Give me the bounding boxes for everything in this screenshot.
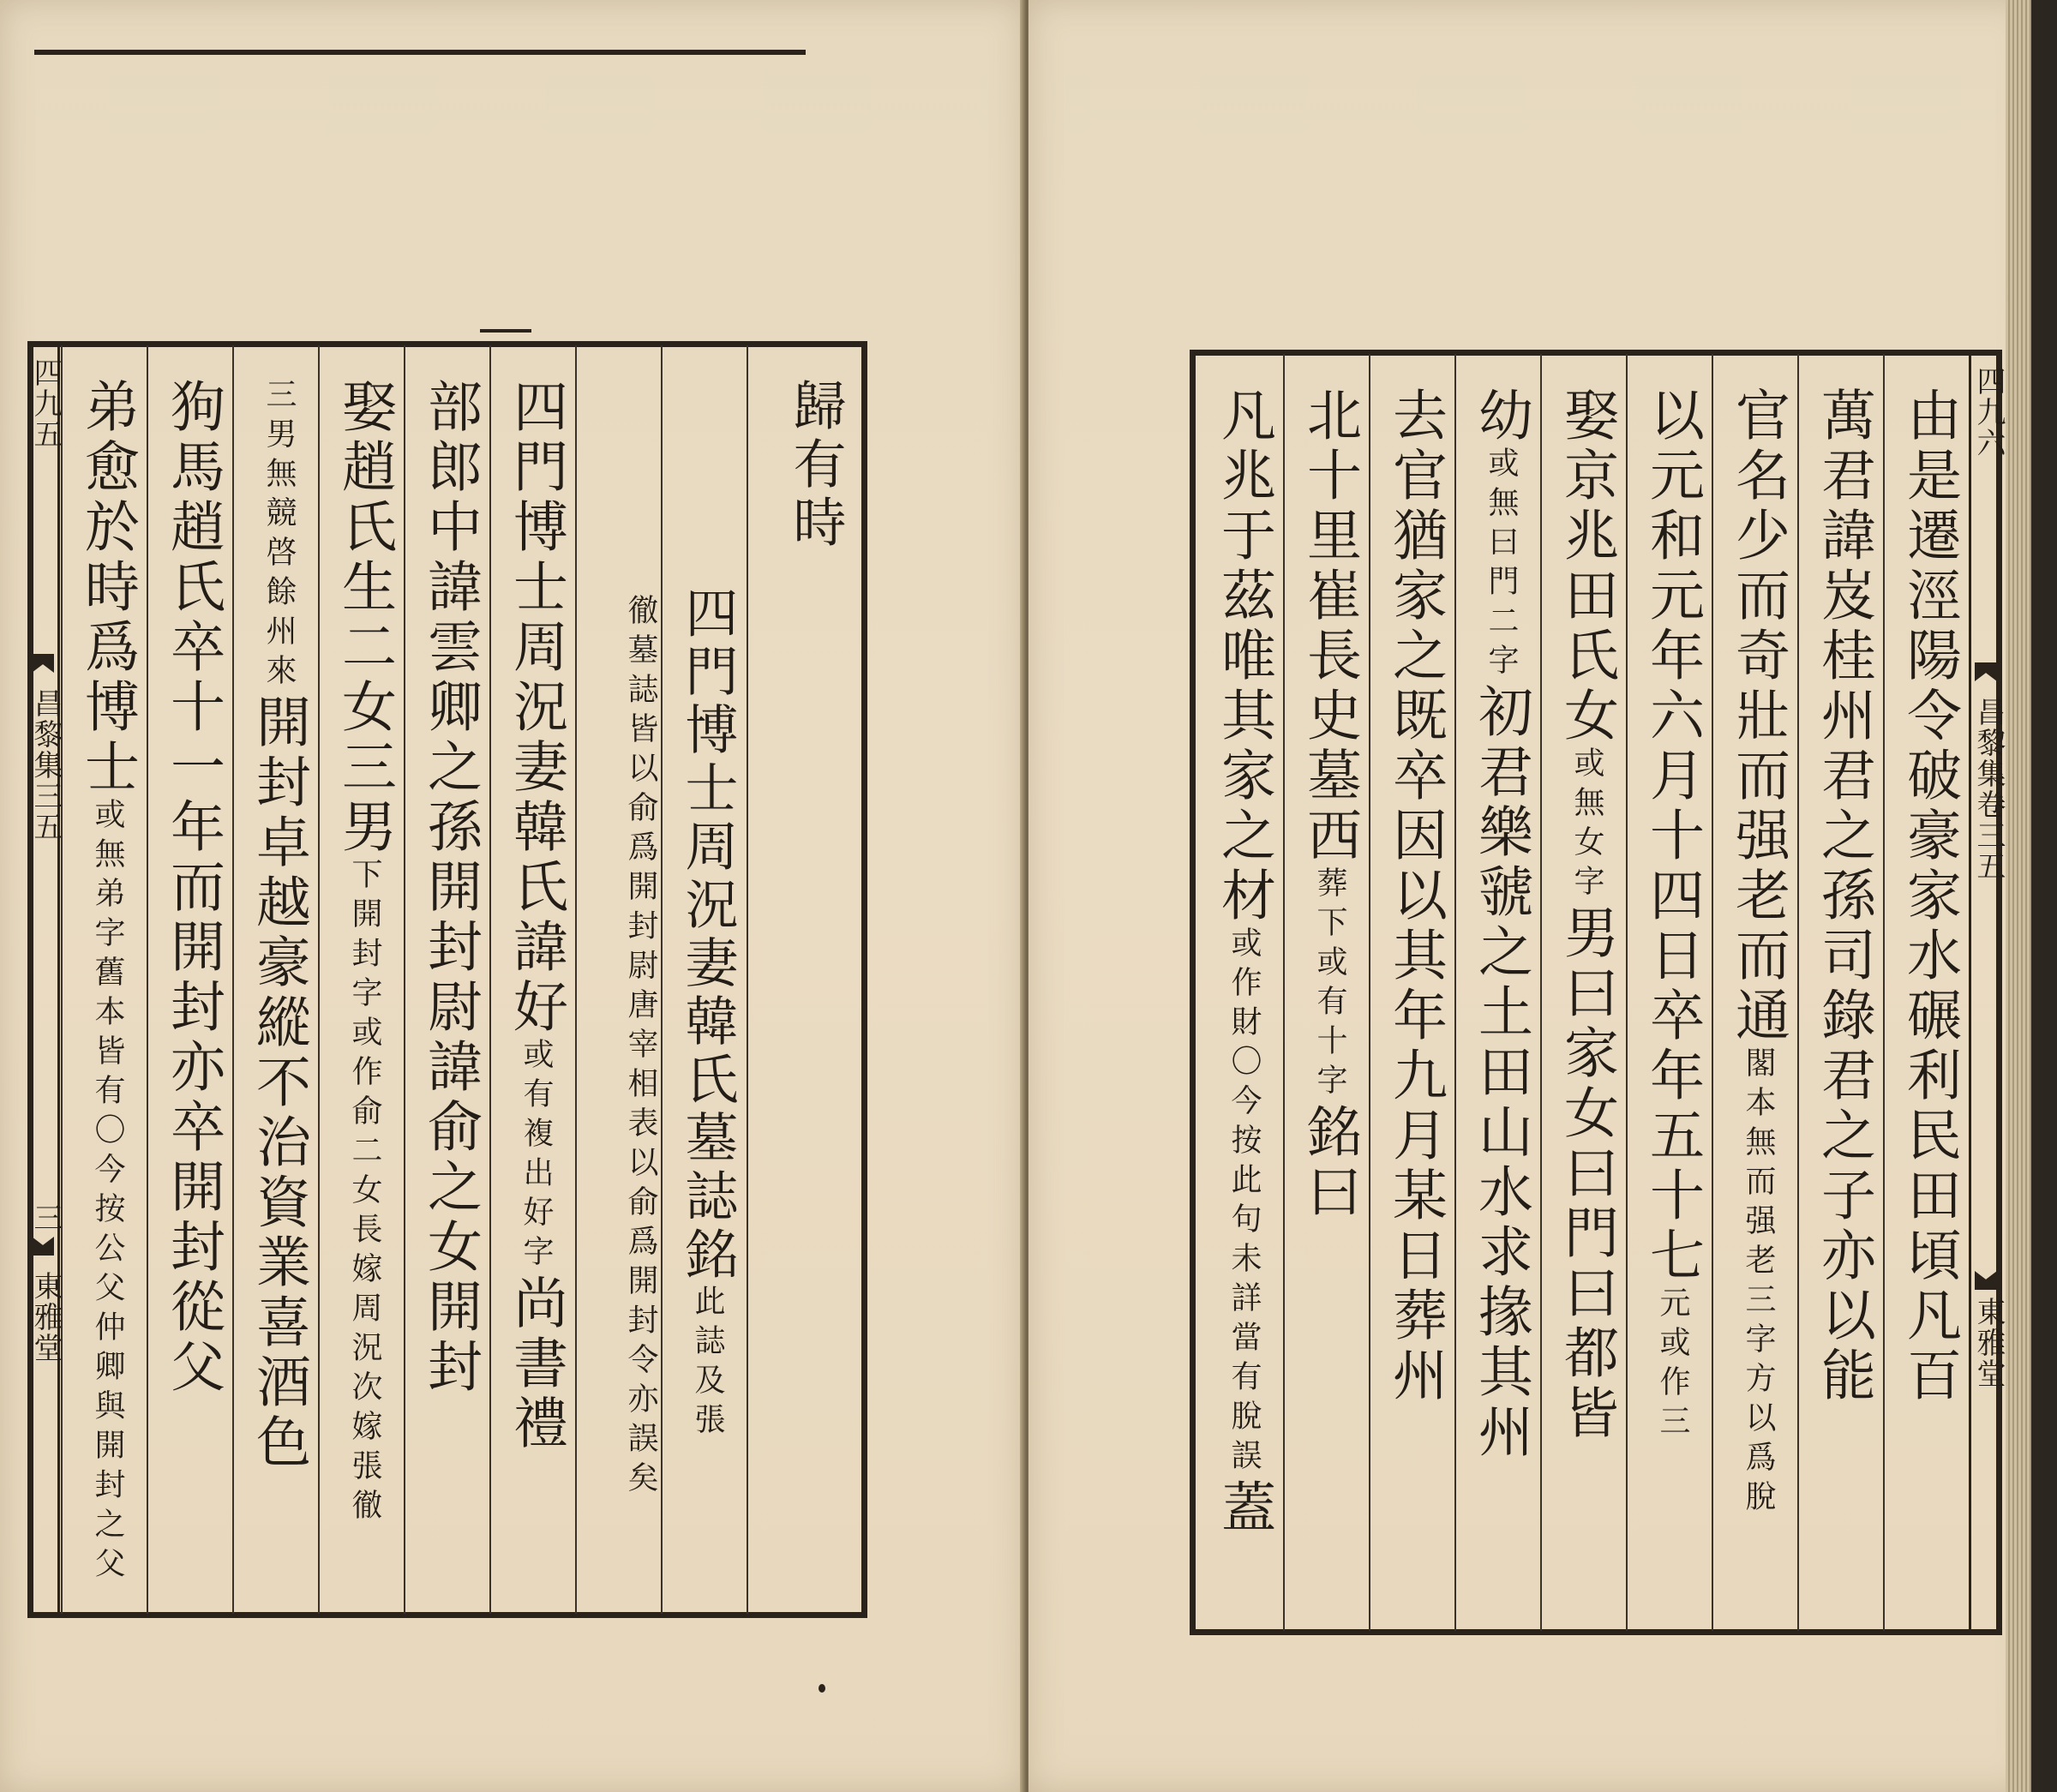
text-column-r7 xyxy=(1369,354,1454,1631)
column-text: 弟愈於時爲博士 xyxy=(75,378,139,798)
column-text: 開封卓越豪縱不治資業喜酒色 xyxy=(247,693,310,1473)
interlinear-note xyxy=(1194,926,1264,1478)
interlinear-note xyxy=(661,1285,728,1442)
text-column-c5 xyxy=(404,345,489,1614)
note-line: 女字 xyxy=(1569,825,1604,904)
note-line: 女長嫁周況次嫁張徹 xyxy=(347,1173,382,1528)
right-page xyxy=(1028,0,2031,1792)
note-line: 或無曰 xyxy=(1484,447,1519,565)
column-text: 四門博士周況妻韓氏諱好 xyxy=(504,378,567,1038)
column-text-tail: 男曰家女曰門曰都皆 xyxy=(1555,904,1618,1444)
text-frame-left xyxy=(27,341,867,1618)
note-line: 或無 xyxy=(1569,746,1604,825)
column-text: 幼 xyxy=(1469,387,1532,447)
note-line: 句未詳當有脫誤 xyxy=(1226,1202,1262,1478)
publisher-name: 東雅堂 xyxy=(28,1271,63,1363)
text-column-c6 xyxy=(318,345,404,1614)
column-text: 部郎中諱雲卿之孫開封尉諱俞之女開封 xyxy=(418,378,482,1398)
note-line: 三字方以爲脫 xyxy=(1741,1283,1776,1519)
leaf-number: 三 xyxy=(28,1202,63,1233)
left-page xyxy=(0,0,1024,1792)
note-line: 三男無競 xyxy=(261,378,297,536)
note-line: 按公父仲卿與開封之父 xyxy=(90,1192,125,1586)
interlinear-note xyxy=(1626,1286,1693,1444)
page-edges xyxy=(2006,0,2031,1792)
text-column-r9 xyxy=(1194,354,1283,1631)
text-column-r6 xyxy=(1454,354,1540,1631)
column-text: 去官猶家之既卒因以其年九月某日葬州 xyxy=(1383,387,1447,1406)
column-text-tail: 銘曰 xyxy=(1298,1103,1361,1223)
note-line: 下開封字或作俞二 xyxy=(347,858,382,1173)
margin-column xyxy=(28,345,63,1614)
note-line: 作三 xyxy=(1655,1365,1690,1444)
note-line: 或無弟字舊本皆有〇今 xyxy=(90,798,125,1192)
column-text: 娶京兆田氏女 xyxy=(1555,387,1618,746)
column-text: 娶趙氏生二女三男 xyxy=(333,378,396,858)
column-text-tail: 尚書禮 xyxy=(504,1274,567,1454)
column-text-tail: 蓋 xyxy=(1212,1478,1275,1538)
note-line: 葬下或 xyxy=(1312,866,1347,985)
interlinear-note xyxy=(318,858,385,1528)
text-frame-right xyxy=(1190,350,2006,1635)
text-column-c3 xyxy=(575,345,661,1614)
column-text: 狗馬趙氏卒十一年而開封亦卒開封從父 xyxy=(161,378,225,1398)
essay-title: 四門博士周況妻韓氏墓誌銘 xyxy=(676,585,739,1285)
note-line: 此誌及張 xyxy=(690,1285,725,1442)
interlinear-note xyxy=(1454,447,1521,683)
interlinear-note xyxy=(1540,746,1607,904)
text-column-r8 xyxy=(1283,354,1369,1631)
column-text: 凡兆于茲唯其家之材 xyxy=(1212,387,1275,926)
author-name: 歸有時 xyxy=(784,378,847,553)
note-line: 啓餘州來 xyxy=(261,536,297,693)
text-column-r4 xyxy=(1626,354,1712,1631)
text-column-title xyxy=(661,345,747,1614)
text-column-author xyxy=(747,345,855,1614)
note-line: 有十字 xyxy=(1312,985,1347,1103)
text-column-r1 xyxy=(1883,354,1969,1631)
interlinear-note xyxy=(489,1038,556,1274)
commentary-line: 相表以俞爲開封令亦誤矣 xyxy=(623,1067,658,1501)
top-rule xyxy=(34,50,806,55)
text-column-r5 xyxy=(1540,354,1626,1631)
interlinear-note xyxy=(232,378,299,693)
interlinear-note xyxy=(1283,866,1350,1103)
column-text: 以元和元年六月十四日卒年五十七 xyxy=(1640,387,1704,1286)
interlinear-note xyxy=(61,798,128,1586)
text-column-c4 xyxy=(489,345,575,1614)
publisher-name: 東雅堂 xyxy=(1971,1297,2006,1389)
note-line: 門二字 xyxy=(1484,565,1519,683)
column-text: 萬君諱岌桂州君之孫司錄君之子亦以能 xyxy=(1812,387,1875,1406)
note-line: 元或 xyxy=(1655,1286,1690,1365)
book-title: 昌黎集三五 xyxy=(28,688,63,842)
page-number: 四九六 xyxy=(1971,366,2006,458)
text-column-c7 xyxy=(232,345,318,1614)
margin-column-right xyxy=(1969,354,2006,1631)
text-column-c9 xyxy=(61,345,147,1614)
note-line: 或作財〇今按此 xyxy=(1226,926,1262,1202)
page-number: 四九五 xyxy=(28,357,63,450)
commentary-line: 徹墓誌皆以俞爲開封尉唐宰 xyxy=(623,594,658,1067)
note-line: 閣本無而强老 xyxy=(1741,1046,1776,1283)
mid-rule xyxy=(480,329,531,333)
text-column-r3 xyxy=(1712,354,1797,1631)
column-text: 由是遷涇陽令破豪家水碾利民田頃凡百 xyxy=(1898,387,1961,1406)
interlinear-note xyxy=(1712,1046,1778,1519)
column-text-tail: 初君樂虢之土田山水求掾其州 xyxy=(1469,683,1532,1463)
text-column-c8 xyxy=(147,345,232,1614)
text-column-r2 xyxy=(1797,354,1883,1631)
book-title: 昌黎集卷三五 xyxy=(1971,697,2006,882)
ink-speck xyxy=(819,1684,825,1693)
column-text: 官名少而奇壯而强老而通 xyxy=(1726,387,1790,1046)
column-text: 北十里崔長史墓西 xyxy=(1298,387,1361,866)
note-line: 或有複出好字 xyxy=(519,1038,554,1274)
